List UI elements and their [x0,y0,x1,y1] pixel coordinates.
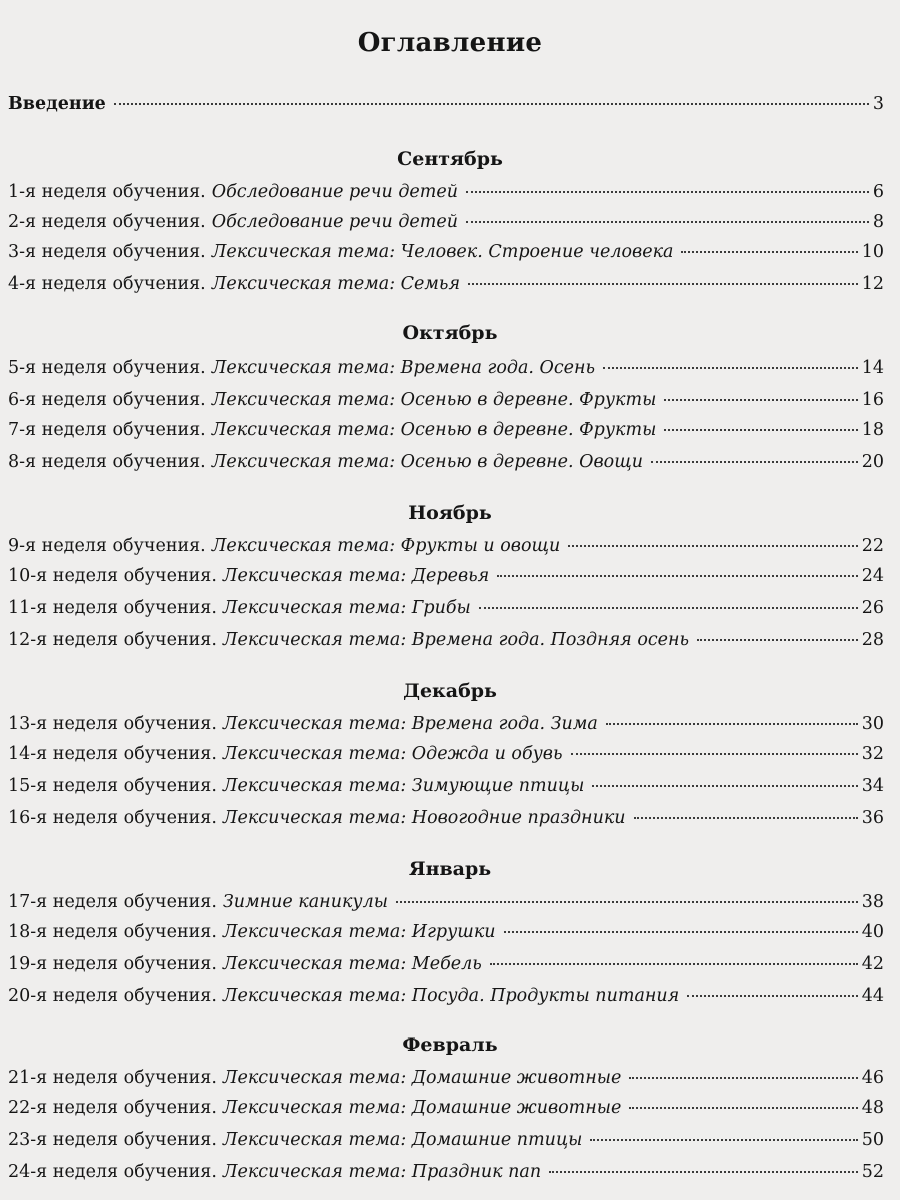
topic-label: Лексическая тема: Осенью в деревне. Овощи [211,452,643,472]
toc-entry [8,182,884,206]
topic-label: Обследование речи детей [211,212,458,232]
week-label: 7-я неделя обучения. [8,420,206,440]
dot-leader [466,220,869,223]
topic-label: Лексическая тема: Мебель [222,954,482,974]
dot-leader [664,398,857,401]
month-heading: Сентябрь [397,148,503,170]
topic-label: Лексическая тема: Посуда. Продукты питания [222,986,680,1006]
toc-entry [8,892,884,916]
month-heading: Октябрь [402,322,498,344]
page-number: 30 [861,714,884,734]
page-number: 20 [861,452,884,472]
week-label: 19-я неделя обучения. [8,954,217,974]
topic-label: Лексическая тема: Праздник пап [222,1162,542,1182]
page-number: 48 [861,1098,884,1118]
toc-entry [8,242,884,266]
dot-leader [468,282,858,285]
page-number: 52 [861,1162,884,1182]
topic-label: Лексическая тема: Домашние птицы [222,1130,583,1150]
page-number: 42 [861,954,884,974]
toc-entry [8,630,884,654]
dot-leader [687,994,857,997]
topic-label: Лексическая тема: Осенью в деревне. Фрукты [211,420,657,440]
week-label: 6-я неделя обучения. [8,390,206,410]
toc-entry [8,358,884,382]
topic-label: Лексическая тема: Деревья [222,566,490,586]
page-number: 36 [861,808,884,828]
dot-leader [568,544,857,547]
dot-leader [590,1138,857,1141]
page-number: 26 [861,598,884,618]
dot-leader [497,574,857,577]
week-label: 8-я неделя обучения. [8,452,206,472]
page-number: 40 [861,922,884,942]
page-number: 6 [872,182,884,202]
topic-label: Лексическая тема: Домашние животные [222,1068,622,1088]
page-number: 50 [861,1130,884,1150]
intro-label: Введение [8,94,106,114]
page-number: 46 [861,1068,884,1088]
page-number: 16 [861,390,884,410]
toc-entry [8,1098,884,1122]
topic-label: Лексическая тема: Осенью в деревне. Фрукты [211,390,657,410]
dot-leader [114,102,869,105]
page-number: 32 [861,744,884,764]
dot-leader [603,366,858,369]
week-label: 1-я неделя обучения. [8,182,206,202]
week-label: 23-я неделя обучения. [8,1130,217,1150]
page-number: 34 [861,776,884,796]
week-label: 24-я неделя обучения. [8,1162,217,1182]
toc-entry [8,922,884,946]
week-label: 9-я неделя обучения. [8,536,206,556]
dot-leader [571,752,858,755]
page-number: 3 [872,94,884,114]
week-label: 20-я неделя обучения. [8,986,217,1006]
toc-entry [8,808,884,832]
topic-label: Лексическая тема: Зимующие птицы [222,776,585,796]
topic-label: Лексическая тема: Фрукты и овощи [211,536,561,556]
dot-leader [651,460,858,463]
topic-label: Лексическая тема: Семья [211,274,461,294]
toc-entry [8,1068,884,1092]
week-label: 21-я неделя обучения. [8,1068,217,1088]
toc-entry [8,420,884,444]
dot-leader [629,1076,857,1079]
page-number: 18 [861,420,884,440]
week-label: 12-я неделя обучения. [8,630,217,650]
page-number: 44 [861,986,884,1006]
topic-label: Лексическая тема: Одежда и обувь [222,744,563,764]
page-number: 8 [872,212,884,232]
dot-leader [697,638,858,641]
week-label: 18-я неделя обучения. [8,922,217,942]
toc-entry [8,212,884,236]
dot-leader [466,190,869,193]
toc-entry [8,744,884,768]
dot-leader [396,900,858,903]
toc-entry [8,954,884,978]
week-label: 5-я неделя обучения. [8,358,206,378]
page-number: 24 [861,566,884,586]
toc-entry [8,390,884,414]
dot-leader [606,722,858,725]
toc-entry [8,452,884,476]
week-label: 14-я неделя обучения. [8,744,217,764]
week-label: 11-я неделя обучения. [8,598,217,618]
page-number: 28 [861,630,884,650]
dot-leader [592,784,857,787]
toc-entry [8,986,884,1010]
dot-leader [479,606,858,609]
page-number: 10 [861,242,884,262]
week-label: 15-я неделя обучения. [8,776,217,796]
dot-leader [549,1170,858,1173]
toc-entry [8,274,884,298]
page-number: 14 [861,358,884,378]
toc-entry [8,1130,884,1154]
topic-label: Лексическая тема: Времена года. Осень [211,358,596,378]
week-label: 2-я неделя обучения. [8,212,206,232]
topic-label: Зимние каникулы [222,892,388,912]
topic-label: Лексическая тема: Времена года. Зима [222,714,598,734]
page-title: Оглавление [357,28,543,58]
dot-leader [490,962,858,965]
page-number: 22 [861,536,884,556]
month-heading: Февраль [402,1034,498,1056]
dot-leader [629,1106,857,1109]
toc-entry [8,776,884,800]
topic-label: Лексическая тема: Грибы [222,598,471,618]
week-label: 16-я неделя обучения. [8,808,217,828]
week-label: 17-я неделя обучения. [8,892,217,912]
week-label: 22-я неделя обучения. [8,1098,217,1118]
topic-label: Лексическая тема: Человек. Строение человека [211,242,674,262]
toc-entry [8,1162,884,1186]
week-label: 10-я неделя обучения. [8,566,217,586]
month-heading: Декабрь [403,680,497,702]
month-heading: Январь [408,858,492,880]
week-label: 13-я неделя обучения. [8,714,217,734]
topic-label: Лексическая тема: Игрушки [222,922,496,942]
dot-leader [634,816,858,819]
toc-entry [8,566,884,590]
page-number: 38 [861,892,884,912]
toc-entry [8,714,884,738]
toc-entry [8,598,884,622]
dot-leader [664,428,857,431]
topic-label: Обследование речи детей [211,182,458,202]
topic-label: Лексическая тема: Домашние животные [222,1098,622,1118]
dot-leader [504,930,858,933]
topic-label: Лексическая тема: Новогодние праздники [222,808,626,828]
dot-leader [681,250,857,253]
toc-entry-intro [8,94,884,118]
toc-entry [8,536,884,560]
week-label: 4-я неделя обучения. [8,274,206,294]
topic-label: Лексическая тема: Времена года. Поздняя осень [222,630,690,650]
month-heading: Ноябрь [408,502,492,524]
week-label: 3-я неделя обучения. [8,242,206,262]
page-number: 12 [861,274,884,294]
